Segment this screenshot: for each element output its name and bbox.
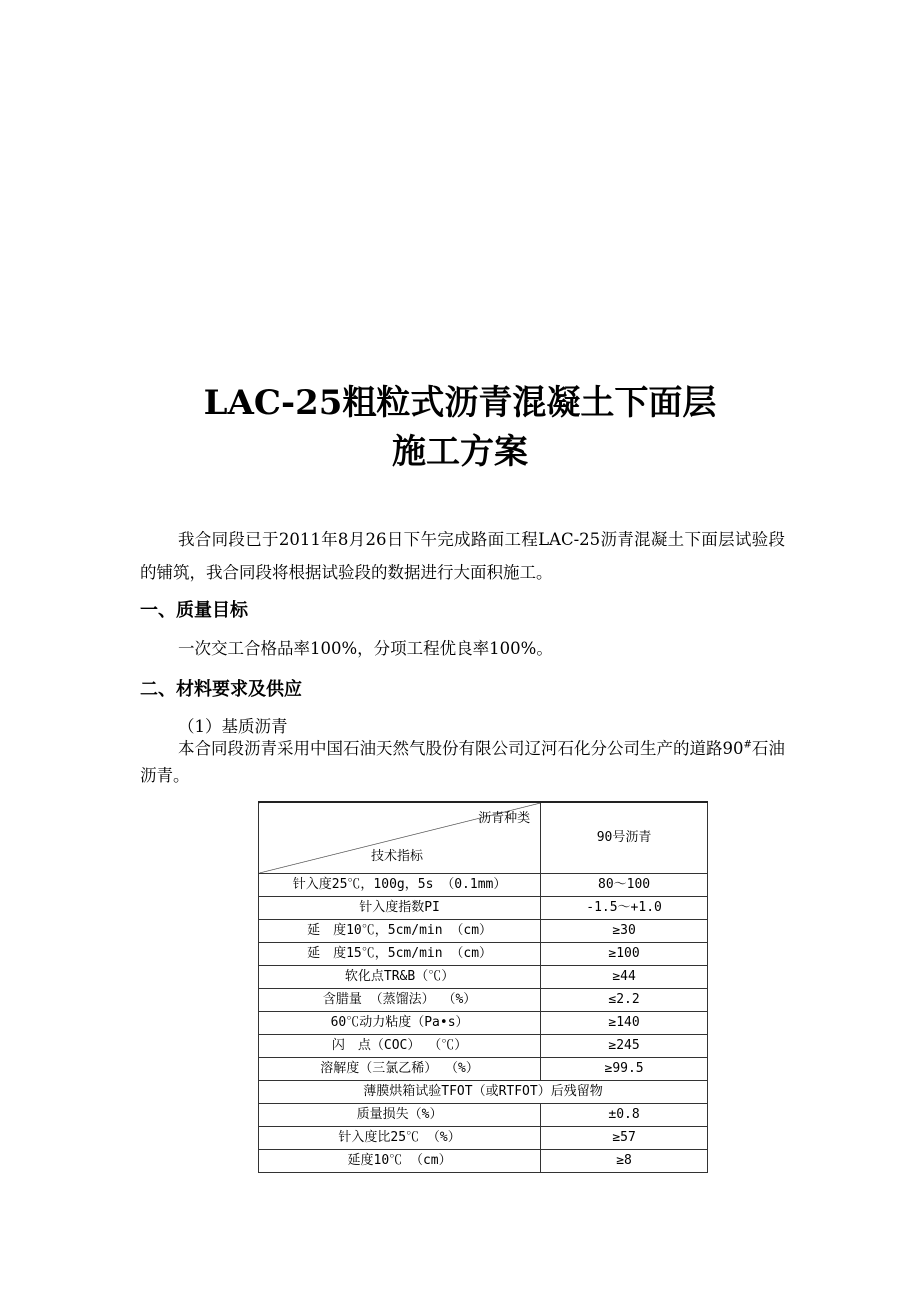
row-value: ≥57	[541, 1127, 708, 1150]
row-value: ±0.8	[541, 1104, 708, 1127]
table-row	[259, 897, 708, 920]
document-title-line1: LAC-25粗粒式沥青混凝土下面层	[203, 383, 717, 423]
row-label: 延 度10℃，5cm/min （cm）	[259, 920, 541, 943]
row-value: ≤2.2	[541, 989, 708, 1012]
table-row	[259, 943, 708, 966]
section-heading-materials: 二、材料要求及供应	[140, 679, 302, 700]
header-grade-90: 90号沥青	[541, 802, 708, 874]
grade-superscript: #	[743, 739, 752, 751]
row-label: 针入度比25℃ （%）	[259, 1127, 541, 1150]
row-value: ≥245	[541, 1035, 708, 1058]
row-label: 针入度指数PI	[259, 897, 541, 920]
table-header-row	[259, 802, 708, 874]
row-value: -1.5～+1.0	[541, 897, 708, 920]
row-label: 60℃动力粘度（Pa•s）	[259, 1012, 541, 1035]
row-label: 溶解度（三氯乙稀） （%）	[259, 1058, 541, 1081]
row-value: 80～100	[541, 874, 708, 897]
table-row	[259, 1104, 708, 1127]
section-heading-quality: 一、质量目标	[140, 600, 248, 621]
row-value: ≥30	[541, 920, 708, 943]
quality-goal-text: 一次交工合格品率100%，分项工程优良率100%。	[178, 639, 553, 658]
row-value: ≥100	[541, 943, 708, 966]
row-label: 软化点TR&B（℃）	[259, 966, 541, 989]
table-row	[259, 920, 708, 943]
row-label: 延度10℃ （cm）	[259, 1150, 541, 1173]
asphalt-source-text: 本合同段沥青采用中国石油天然气股份有限公司辽河石化分公司生产的道路90	[178, 739, 744, 758]
asphalt-source-text-end: 石油沥青。	[140, 739, 785, 785]
asphalt-spec-table	[258, 801, 708, 1173]
table-row	[259, 1012, 708, 1035]
table-row	[259, 966, 708, 989]
table-row	[259, 989, 708, 1012]
row-label: 延 度15℃，5cm/min （cm）	[259, 943, 541, 966]
header-technical-index: 技术指标	[371, 849, 424, 864]
table-row	[259, 1127, 708, 1150]
document-title-line2: 施工方案	[392, 432, 528, 472]
row-label: 质量损失（%）	[259, 1104, 541, 1127]
row-value: ≥44	[541, 966, 708, 989]
table-span-row	[259, 1081, 708, 1104]
diagonal-header-cell	[259, 802, 541, 874]
row-value: ≥99.5	[541, 1058, 708, 1081]
asphalt-source-paragraph	[140, 735, 785, 789]
header-asphalt-type: 沥青种类	[478, 811, 531, 826]
row-label: 针入度25℃，100g，5s （0.1mm）	[259, 874, 541, 897]
table-row	[259, 1150, 708, 1173]
row-label: 闪 点（COC） （℃）	[259, 1035, 541, 1058]
subheading-base-asphalt: （1）基质沥青	[178, 717, 288, 736]
row-value: ≥8	[541, 1150, 708, 1173]
tfot-residue-heading: 薄膜烘箱试验TFOT（或RTFOT）后残留物	[259, 1081, 708, 1104]
table-row	[259, 874, 708, 897]
row-label: 含腊量 （蒸馏法） （%）	[259, 989, 541, 1012]
row-value: ≥140	[541, 1012, 708, 1035]
intro-paragraph: 我合同段已于2011年8月26日下午完成路面工程LAC-25沥青混凝土下面层试验段的铺筑，我合同段将根据试验段的数据进行大面积施工。	[140, 530, 785, 582]
table-row	[259, 1035, 708, 1058]
table-row	[259, 1058, 708, 1081]
